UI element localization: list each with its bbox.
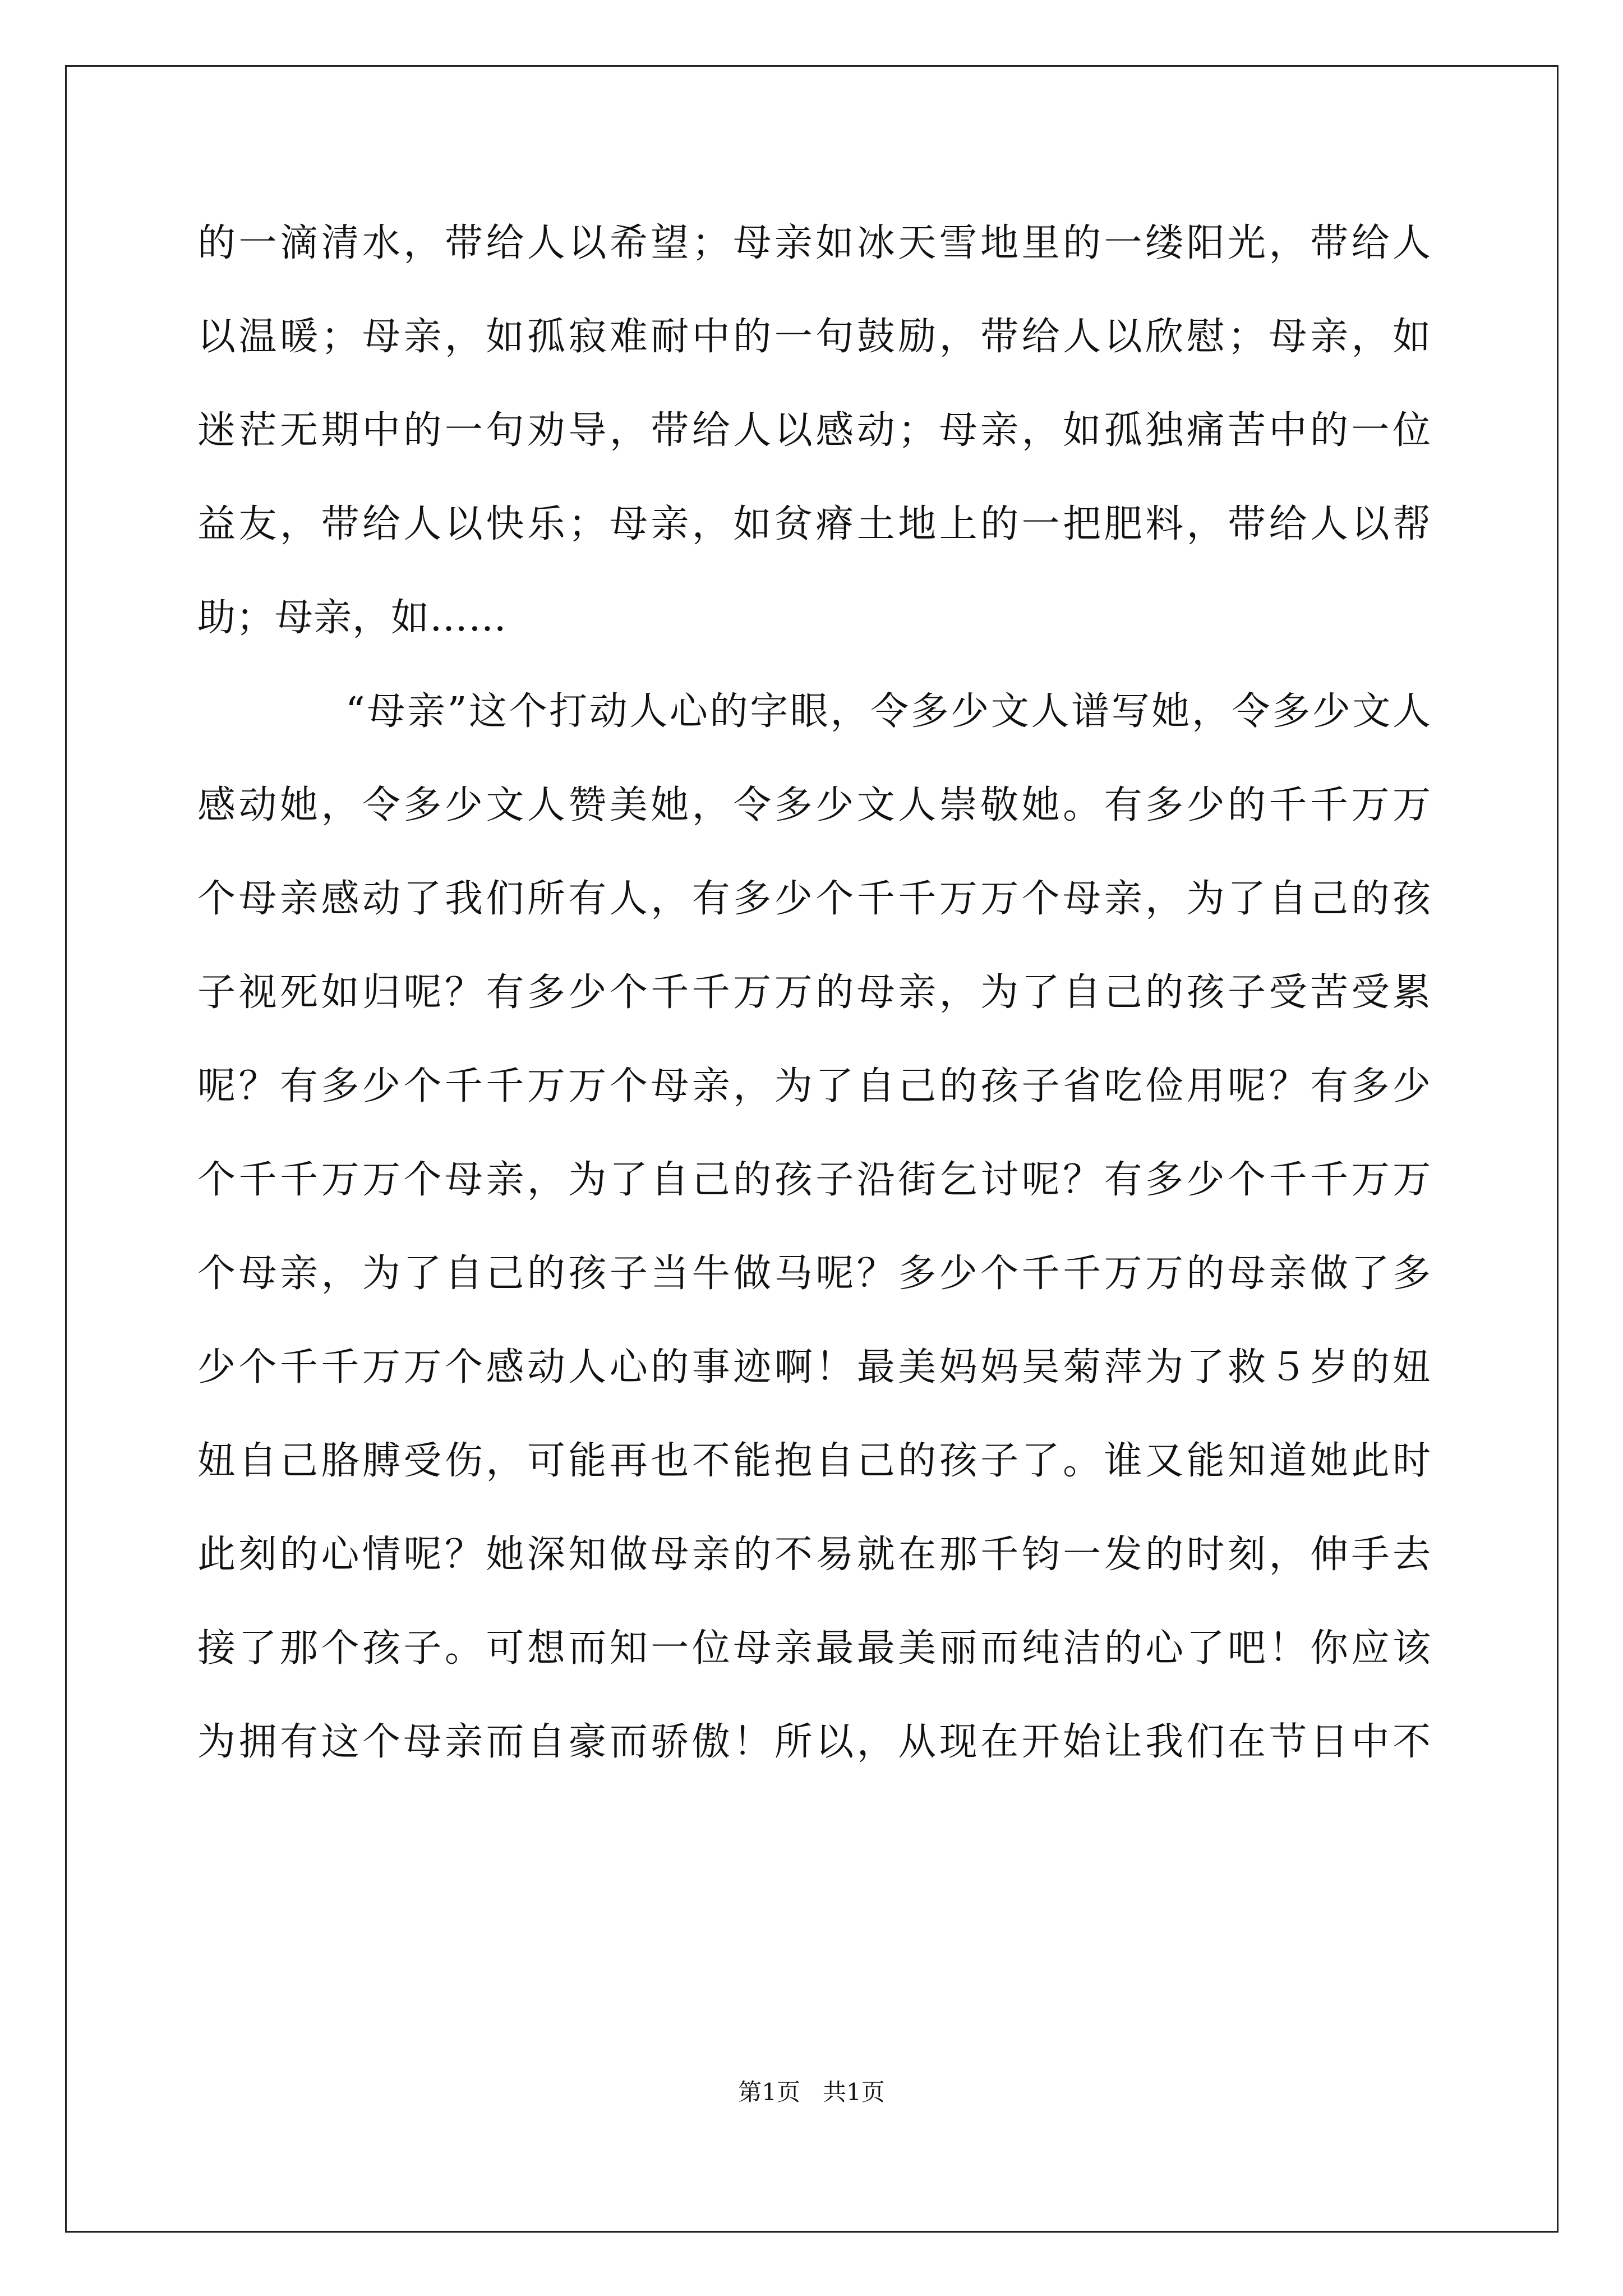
page-footer <box>0 2076 1623 2109</box>
text-line: 个母亲，为了自己的孩子当牛做马呢？多少个千千万万的母亲做了多 <box>197 1251 1431 1296</box>
document-body <box>197 215 1431 1808</box>
text-line-paragraph-end: 助；母亲，如…… <box>197 596 508 640</box>
text-line-paragraph-start: “母亲”这个打动人心的字眼，令多少文人谱写她，令多少文人 <box>345 689 1431 734</box>
text-line: 个千千万万个母亲，为了自己的孩子沿街乞讨呢？有多少个千千万万 <box>197 1158 1431 1202</box>
text-line: 迷茫无期中的一句劝导，带给人以感动；母亲，如孤独痛苦中的一位 <box>197 408 1431 453</box>
text-line: 此刻的心情呢？她深知做母亲的不易就在那千钧一发的时刻，伸手去 <box>197 1533 1431 1577</box>
text-line: 以温暖；母亲，如孤寂难耐中的一句鼓励，带给人以欣慰；母亲，如 <box>197 315 1431 359</box>
text-line: 子视死如归呢？有多少个千千万万的母亲，为了自己的孩子受苦受累 <box>197 970 1431 1015</box>
text-line: 少个千千万万个感动人心的事迹啊！最美妈妈吴菊萍为了救５岁的妞 <box>197 1345 1431 1389</box>
text-line: 的一滴清水，带给人以希望；母亲如冰天雪地里的一缕阳光，带给人 <box>197 221 1431 265</box>
text-line: 益友，带给人以快乐；母亲，如贫瘠土地上的一把肥料，带给人以帮 <box>197 502 1431 546</box>
text-line: 个母亲感动了我们所有人，有多少个千千万万个母亲，为了自己的孩 <box>197 877 1431 921</box>
page-total: 共1页 <box>823 2078 885 2106</box>
text-line: 呢？有多少个千千万万个母亲，为了自己的孩子省吃俭用呢？有多少 <box>197 1064 1431 1108</box>
text-line: 妞自己胳膊受伤，可能再也不能抱自己的孩子了。谁又能知道她此时 <box>197 1439 1431 1483</box>
text-line: 接了那个孩子。可想而知一位母亲最最美丽而纯洁的心了吧！你应该 <box>197 1626 1431 1671</box>
page-number: 第1页 <box>738 2078 800 2106</box>
text-line: 为拥有这个母亲而自豪而骄傲！所以，从现在开始让我们在节日中不 <box>197 1720 1431 1764</box>
text-line: 感动她，令多少文人赞美她，令多少文人崇敬她。有多少的千千万万 <box>197 783 1431 827</box>
